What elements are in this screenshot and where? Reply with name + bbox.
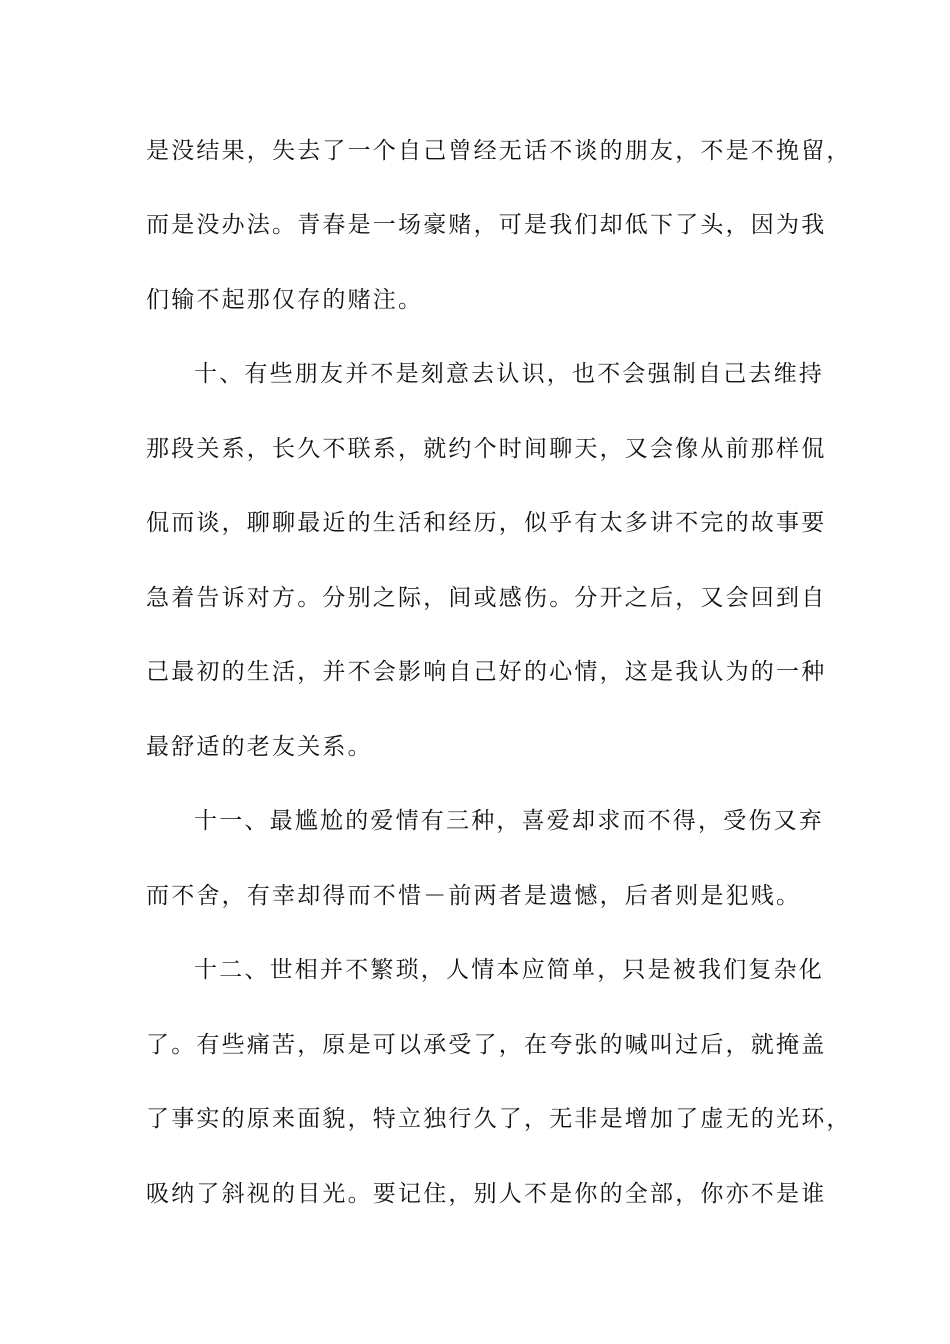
text-line: 急着告诉对方。分别之际，间或感伤。分开之后，又会回到自 <box>146 585 827 611</box>
text-line: 而不舍，有幸却得而不惜－前两者是遗憾，后者则是犯贱。 <box>146 883 802 909</box>
text-line: 侃而谈，聊聊最近的生活和经历，似乎有太多讲不完的故事要 <box>146 510 827 536</box>
text-line: 吸纳了斜视的目光。要记住，别人不是你的全部，你亦不是谁 <box>146 1181 827 1207</box>
paragraph-eleven-start: 十一、最尴尬的爱情有三种，喜爱却求而不得，受伤又弃 <box>194 808 824 834</box>
text-line: 己最初的生活，并不会影响自己好的心情，这是我认为的一种 <box>146 659 827 685</box>
text-line: 了事实的原来面貌，特立独行久了，无非是增加了虚无的光环， <box>146 1106 852 1132</box>
paragraph-twelve-start: 十二、世相并不繁琐，人情本应简单，只是被我们复杂化 <box>194 957 824 983</box>
text-line: 是没结果，失去了一个自己曾经无话不谈的朋友，不是不挽留， <box>146 138 852 164</box>
text-line: 而是没办法。青春是一场豪赌，可是我们却低下了头，因为我 <box>146 212 827 238</box>
paragraph-ten-start: 十、有些朋友并不是刻意去认识，也不会强制自己去维持 <box>194 361 824 387</box>
text-line: 了。有些痛苦，原是可以承受了，在夸张的喊叫过后，就掩盖 <box>146 1032 827 1058</box>
text-line: 最舒适的老友关系。 <box>146 734 373 760</box>
text-line: 们输不起那仅存的赌注。 <box>146 287 424 313</box>
text-line: 那段关系，长久不联系，就约个时间聊天，又会像从前那样侃 <box>146 436 827 462</box>
